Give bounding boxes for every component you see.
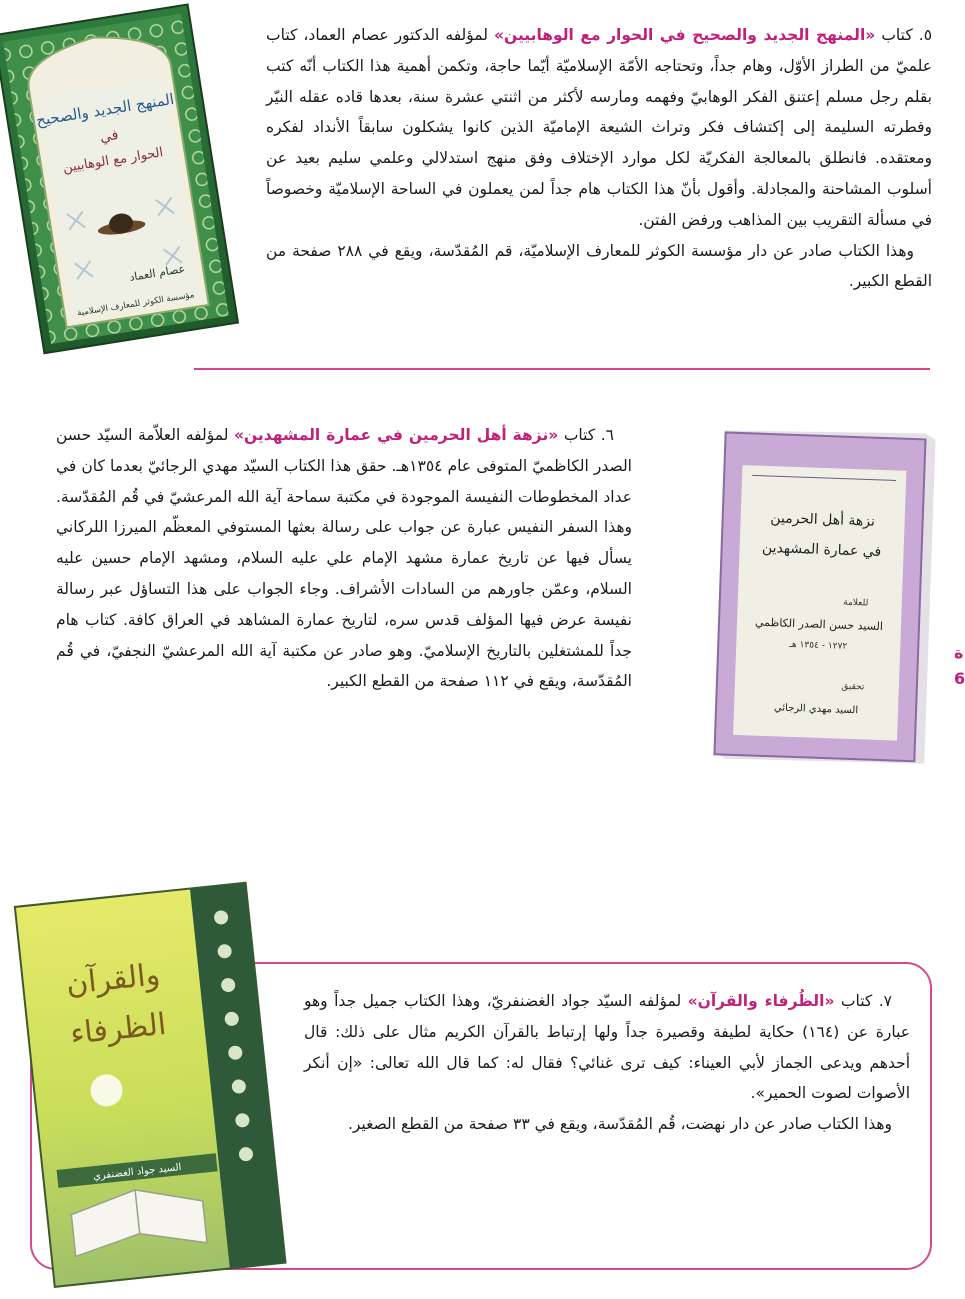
book6-text: لمؤلفه العلاّمة السيّد حسن الصدر الكاظميّ المتوفى عام ١٣٥٤هـ. حقق هذا الكتاب السيّد مهدي الرجائيّ بعدما كان في عداد المخطوطات النفيسة الموجودة في مكتبة سماحة آية الله المرعشيّ في قُم المُقدّسة. وهذا السفر النفيس عبارة عن جواب على رسالة بعثها المستوفي المعظّم الميرزا اللركاني يسأل فيها عن تاريخ عمارة مشهد الإمام علي عليه السلام، ومشهد الإمام حسين عليه السلام، وعمّن جاورهم من السادات الأشراف. وجاء الجواب على هذا التساؤل عبر رسالة نفيسة عرض فيها المؤلف قدس سره، لتاريخ عمارة المشاهد في العراق كافة. كتاب هام جداً للمشتغلين بالتاريخ الإسلاميّ. وهو صادر عن مكتبة آية الله المرعشيّ النجفيّ، في قُم المُقدّسة، ويقع في ١١٢ صفحة من القطع الكبير. xyxy=(56,426,632,691)
book7-title: «الظُرفاء والقرآن» xyxy=(687,992,835,1010)
book5-entry xyxy=(266,20,932,297)
book5-description xyxy=(266,20,932,236)
book5-title: «المنهج الجديد والصحيح في الحوار مع الوهابيين» xyxy=(494,26,876,44)
book5-cover-title-2: في xyxy=(98,127,120,146)
book7-cover-title-1: الظرفاء xyxy=(68,1006,168,1052)
book6-cover-editor: السيد مهدي الرجائي xyxy=(773,702,859,717)
book7-text: لمؤلفه السيّد جواد الغضنفريّ، وهذا الكتاب جميل جداً وهو عبارة عن (١٦٤) حكاية لطيفة وقصيرة جداً ولها إرتباط بالقرآن الكريم مثال على ذلك: قال أحدهم ويدعى الجماز لأبي العيناء: كيف ترى غنائي؟ فقال له: كما قال الله تعالى: «إن أنكر الأصوات لصوت الحمير». xyxy=(304,992,911,1103)
book7-publisher: وهذا الكتاب صادر عن دار نهضت، قُم المُقدّسة، ويقع في ٣٣ صفحة من القطع الصغير. xyxy=(347,1115,892,1134)
book5-cover-author: عصام العماد xyxy=(128,262,186,284)
book5-publisher: وهذا الكتاب صادر عن دار مؤسسة الكوثر للمعارف الإسلاميّة، قم المُقدّسة، ويقع في ٢٨٨ صفحة من القطع الكبير. xyxy=(266,241,932,291)
book7-number: ٧. كتاب xyxy=(834,992,892,1010)
book7-cover-art xyxy=(14,876,282,1290)
edge-cropped-heading: ة 6 xyxy=(954,643,965,688)
book6-title: «نزهة أهل الحرمين في عمارة المشهدين» xyxy=(233,426,559,444)
book7-cover-title-2: والقرآن xyxy=(64,957,162,1002)
book6-cover-author: السيد حسن الصدر الكاظمي xyxy=(754,615,884,634)
book7-cover xyxy=(14,876,282,1290)
book5-cover xyxy=(0,6,238,352)
book6-cover-title-1: نزهة أهل الحرمين xyxy=(770,510,876,530)
book5-cover-title-3: الحوار مع الوهابيين xyxy=(61,145,165,176)
book6-description xyxy=(56,420,632,697)
section-divider xyxy=(194,368,930,370)
book6-cover-art xyxy=(706,420,942,772)
book6-cover-author-label: للعلامة xyxy=(843,597,869,609)
book7-description xyxy=(304,986,910,1109)
book5-cover-art xyxy=(0,6,238,352)
book7-entry xyxy=(304,986,910,1140)
book5-number: ٥. كتاب xyxy=(875,26,933,44)
book6-cover-editor-label: تحقيق xyxy=(841,681,865,693)
book5-cover-publisher: مؤسسة الكوثر للمعارف الإسلامية xyxy=(76,290,196,319)
book6-cover xyxy=(706,420,942,772)
book7-cover-author: السيد جواد الغضنفري xyxy=(92,1162,182,1183)
book5-text: لمؤلفه الدكتور عصام العماد، كتاب علميّ من الطراز الأوّل، وهام جداً، وتحتاجه الأمّة الإسلاميّة أيّما حاجة، وتكمن أهمية هذا الكتاب أنّه كتب بقلم رجل مسلم إعتنق الفكر الوهابيّ وفهمه ومارسه لأكثر من اثنتي عشرة سنة، بعدها قاده عقله النيّر وفطرته السليمة إلى إكتشاف فكر وتراث الشيعة الإماميّة الذين كانوا يشكلون سابقاً الأنداد لفكره ومعتقده. فانطلق بالمعالجة الفكريّة لكل موارد الإختلاف وفق منهج استدلالي وعلمي سليم بعيد عن أسلوب المشاحنة والمجادلة. وأقول بأنّ هذا الكتاب هام جداً لمن يعملون في الساحة الإسلاميّة وخصوصاً في مسألة التقريب بين المذاهب ورفض الفتن. xyxy=(266,26,932,229)
book6-cover-dates: ١٢٧٢ - ١٣٥٤ هـ xyxy=(789,639,848,652)
book5-cover-title-1: المنهج الجديد والصحيح xyxy=(34,89,176,130)
book6-entry xyxy=(56,420,632,697)
book6-cover-title-2: في عمارة المشهدين xyxy=(761,539,882,560)
book6-number: ٦. كتاب xyxy=(558,426,614,444)
